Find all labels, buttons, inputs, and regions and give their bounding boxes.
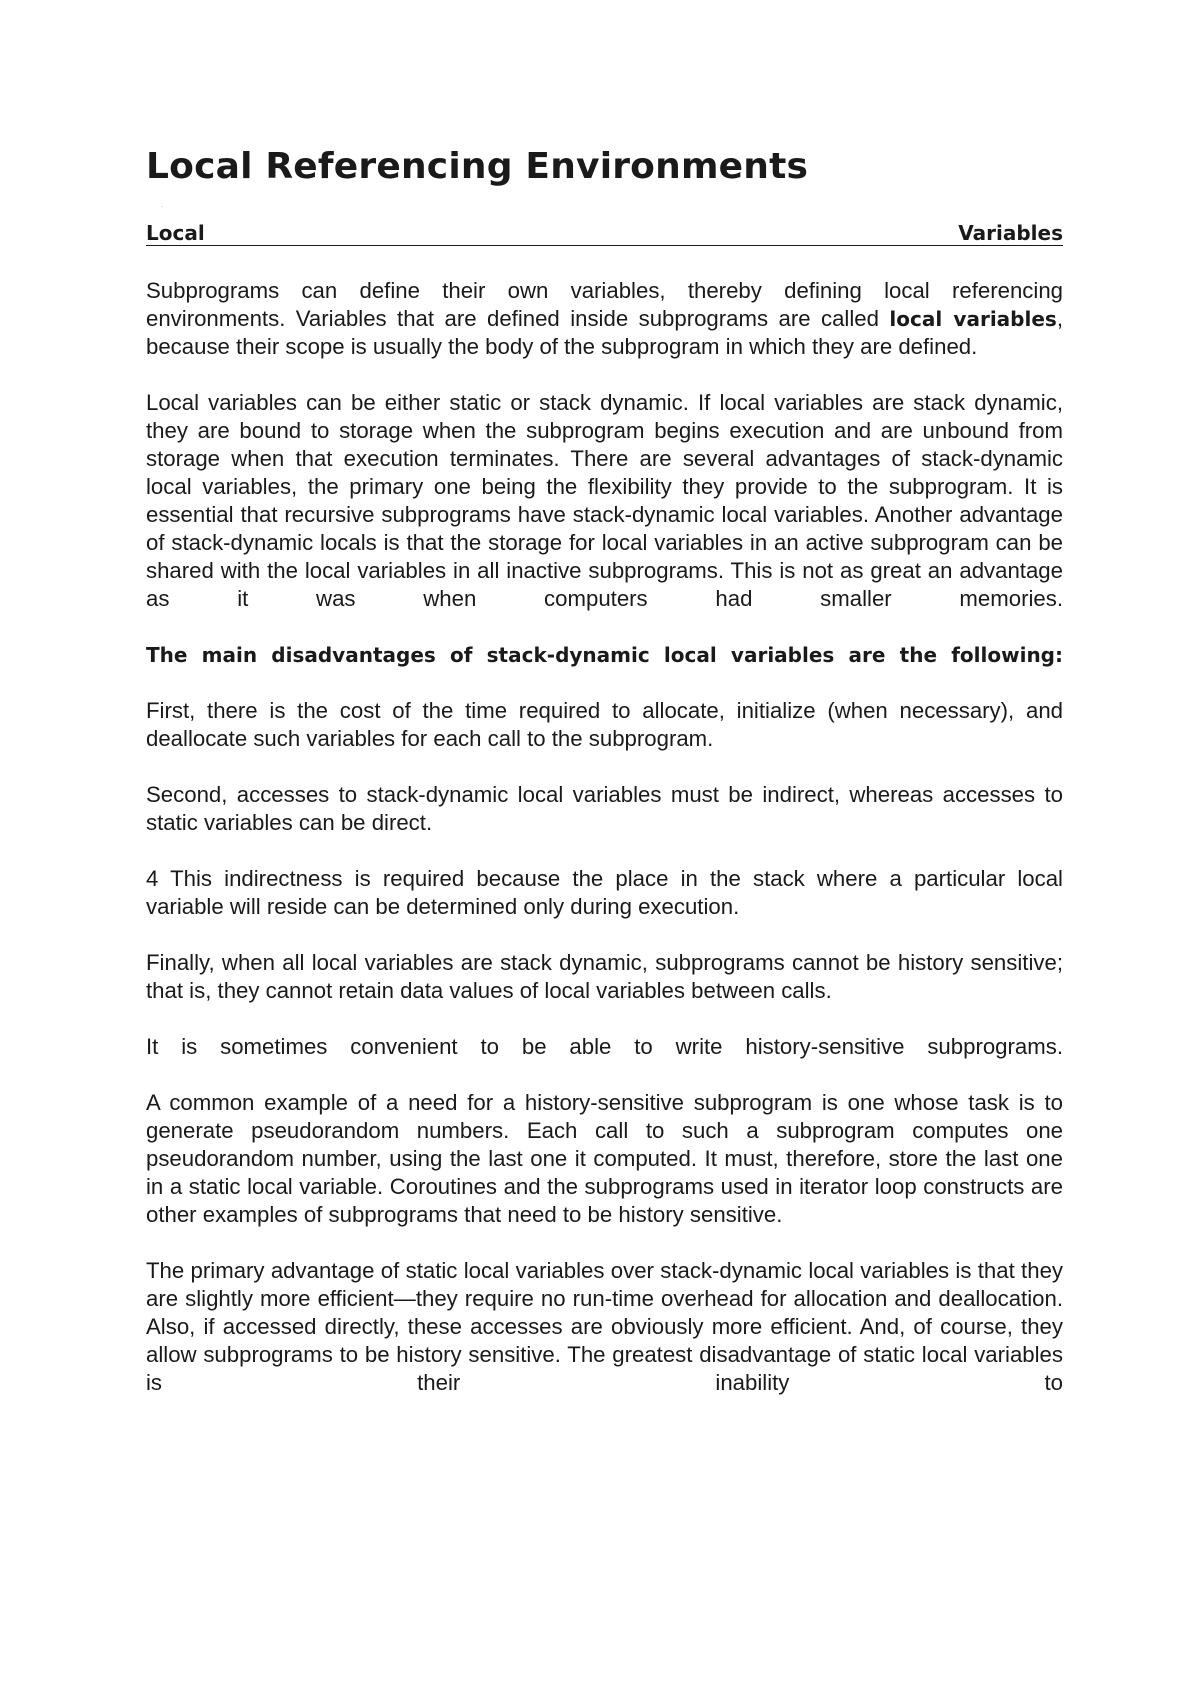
paragraph-8: A common example of a need for a history-sensitive subprogram is one whose task is to generate pseudorandom numbers. Each call to such a subprogram computes one pseudorandom number, using the last one it computed. It must, therefore, store the last one in a static local variable. Coroutines and the subprograms used in iterator loop constructs are other examples of subprograms that need to be history sensitive. (146, 1090, 1063, 1227)
paragraph-4: Second, accesses to stack-dynamic local variables must be indirect, whereas accesses to static variables can be direct. (146, 782, 1063, 835)
section-heading-left: Local (146, 221, 205, 245)
paragraph-3: First, there is the cost of the time required to allocate, initialize (when necessary), and deallocate such variables for each call to the subprogram. (146, 698, 1063, 751)
marker-text: . (161, 202, 163, 209)
paragraph-1-part-a: Subprograms can define their own variables, thereby defining local referencing environments. Variables that are defined inside subprograms are called (146, 278, 1063, 331)
paragraph-1 (146, 277, 1063, 361)
page-title: Local Referencing Environments (146, 146, 809, 187)
paragraph-6: Finally, when all local variables are stack dynamic, subprograms cannot be history sensitive; that is, they cannot retain data values of local variables between calls. (146, 950, 1063, 1003)
paragraph-9: The primary advantage of static local variables over stack-dynamic local variables is that they are slightly more efficient—they require no run-time overhead for allocation and deallocation. Also, if accessed directly, these accesses are obviously more efficient. And, of course, they allow subprograms to be history sensitive. The greatest disadvantage of static local variables is their inability to (146, 1258, 1063, 1395)
document-page (146, 130, 1063, 1425)
paragraph-5: 4 This indirectness is required because the place in the stack where a particular local variable will reside can be determined only during execution. (146, 866, 1063, 919)
section-heading-right: Variables (958, 221, 1063, 245)
disadvantages-heading: The main disadvantages of stack-dynamic local variables are the following: (146, 643, 1063, 667)
paragraph-1-bold: local variables (889, 307, 1057, 331)
paragraph-2: Local variables can be either static or stack dynamic. If local variables are stack dynamic, they are bound to storage when the subprogram begins execution and are unbound from storage when that execution terminates. There are several advantages of stack-dynamic local variables, the primary one being the flexibility they provide to the subprogram. It is essential that recursive subprograms have stack-dynamic local variables. Another advantage of stack-dynamic locals is that the storage for local variables in an active subprogram can be shared with the local variables in all inactive subprograms. This is not as great an advantage as it was when computers had smaller memories. (146, 390, 1063, 611)
marker-dot (146, 187, 1063, 221)
paragraph-1-part-b: , because their scope is usually the body of the subprogram in which they are defined. (146, 306, 1063, 359)
section-heading (146, 221, 1063, 246)
paragraph-7: It is sometimes convenient to be able to write history-sensitive subprograms. (146, 1034, 1063, 1059)
